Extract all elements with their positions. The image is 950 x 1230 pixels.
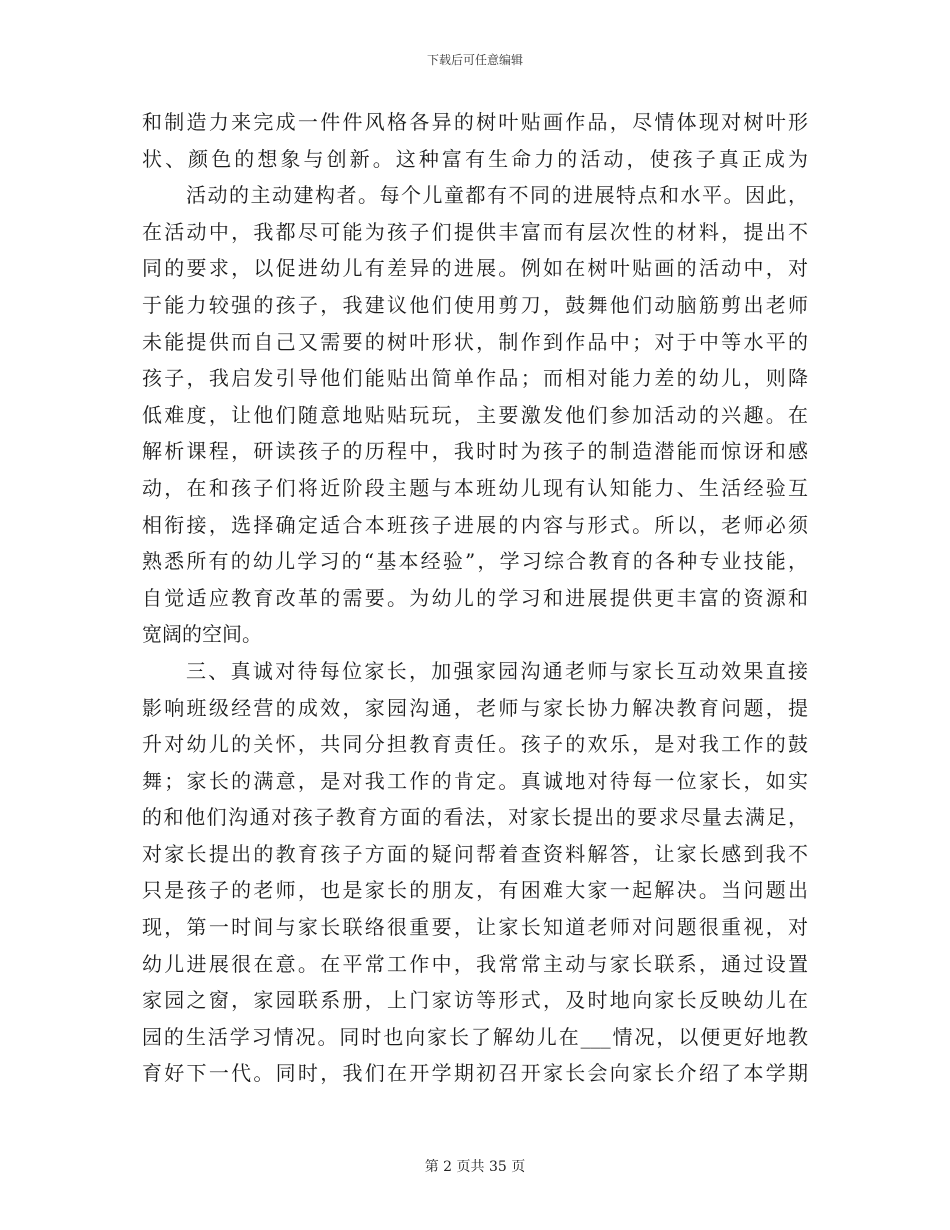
document-body <box>142 104 808 1092</box>
text-line: 活动的主动建构者。每个儿童都有不同的进展特点和水平。因此， <box>186 183 808 208</box>
text-line: 在活动中，我都尽可能为孩子们提供丰富而有层次性的材料，提出不 <box>142 219 808 244</box>
text-line: 低难度，让他们随意地贴贴玩玩，主要激发他们参加活动的兴趣。在 <box>142 402 808 427</box>
text-line: 同的要求，以促进幼儿有差异的进展。例如在树叶贴画的活动中，对 <box>142 256 808 281</box>
text-line: 动，在和孩子们将近阶段主题与本班幼儿现有认知能力、生活经验互 <box>142 475 808 500</box>
page-number: 第 2 页共 35 页 <box>424 1159 526 1175</box>
text-line: 的和他们沟通对孩子教育方面的看法，对家长提出的要求尽量去满足， <box>142 805 808 830</box>
text-line: 舞；家长的满意，是对我工作的肯定。真诚地对待每一位家长，如实 <box>142 768 808 793</box>
text-line: 熟悉所有的幼儿学习的“基本经验”，学习综合教育的各种专业技能， <box>142 549 808 574</box>
text-line: 未能提供而自己又需要的树叶形状，制作到作品中；对于中等水平的 <box>142 329 808 354</box>
text-line: 和制造力来完成一件件风格各异的树叶贴画作品，尽情体现对树叶形 <box>142 110 808 134</box>
text-line: 只是孩子的老师，也是家长的朋友，有困难大家一起解决。当问题出 <box>142 878 808 903</box>
text-line: 影响班级经营的成效，家园沟通，老师与家长协力解决教育问题，提 <box>142 695 808 720</box>
text-line: 解析课程，研读孩子的历程中，我时时为孩子的制造潜能而惊讶和感 <box>142 439 808 464</box>
text-line: 状、颜色的想象与创新。这种富有生命力的活动，使孩子真正成为 <box>142 146 808 171</box>
text-line: 幼儿进展很在意。在平常工作中，我常常主动与家长联系，通过设置 <box>142 951 808 976</box>
text-line: 于能力较强的孩子，我建议他们使用剪刀，鼓舞他们动脑筋剪出老师 <box>142 292 808 317</box>
text-line: 宽阔的空间。 <box>142 622 262 647</box>
text-line: 育好下一代。同时，我们在开学期初召开家长会向家长介绍了本学期 <box>142 1061 808 1086</box>
text-line: 园的生活学习情况。同时也向家长了解幼儿在___情况，以便更好地教 <box>142 1024 808 1049</box>
text-line: 家园之窗，家园联系册，上门家访等形式，及时地向家长反映幼儿在 <box>142 988 808 1013</box>
text-line: 相衔接，选择确定适合本班孩子进展的内容与形式。所以，老师必须 <box>142 512 808 537</box>
text-line: 三、真诚对待每位家长，加强家园沟通老师与家长互动效果直接 <box>186 658 808 683</box>
text-line: 孩子，我启发引导他们能贴出简单作品；而相对能力差的幼儿，则降 <box>142 366 808 391</box>
text-line: 自觉适应教育改革的需要。为幼儿的学习和进展提供更丰富的资源和 <box>142 585 808 610</box>
text-line: 升对幼儿的关怀，共同分担教育责任。孩子的欢乐，是对我工作的鼓 <box>142 732 808 757</box>
page-header: 下载后可任意编辑 <box>426 53 523 67</box>
text-line: 现，第一时间与家长联络很重要，让家长知道老师对问题很重视，对 <box>142 915 808 940</box>
text-line: 对家长提出的教育孩子方面的疑问帮着查资料解答，让家长感到我不 <box>142 841 808 866</box>
